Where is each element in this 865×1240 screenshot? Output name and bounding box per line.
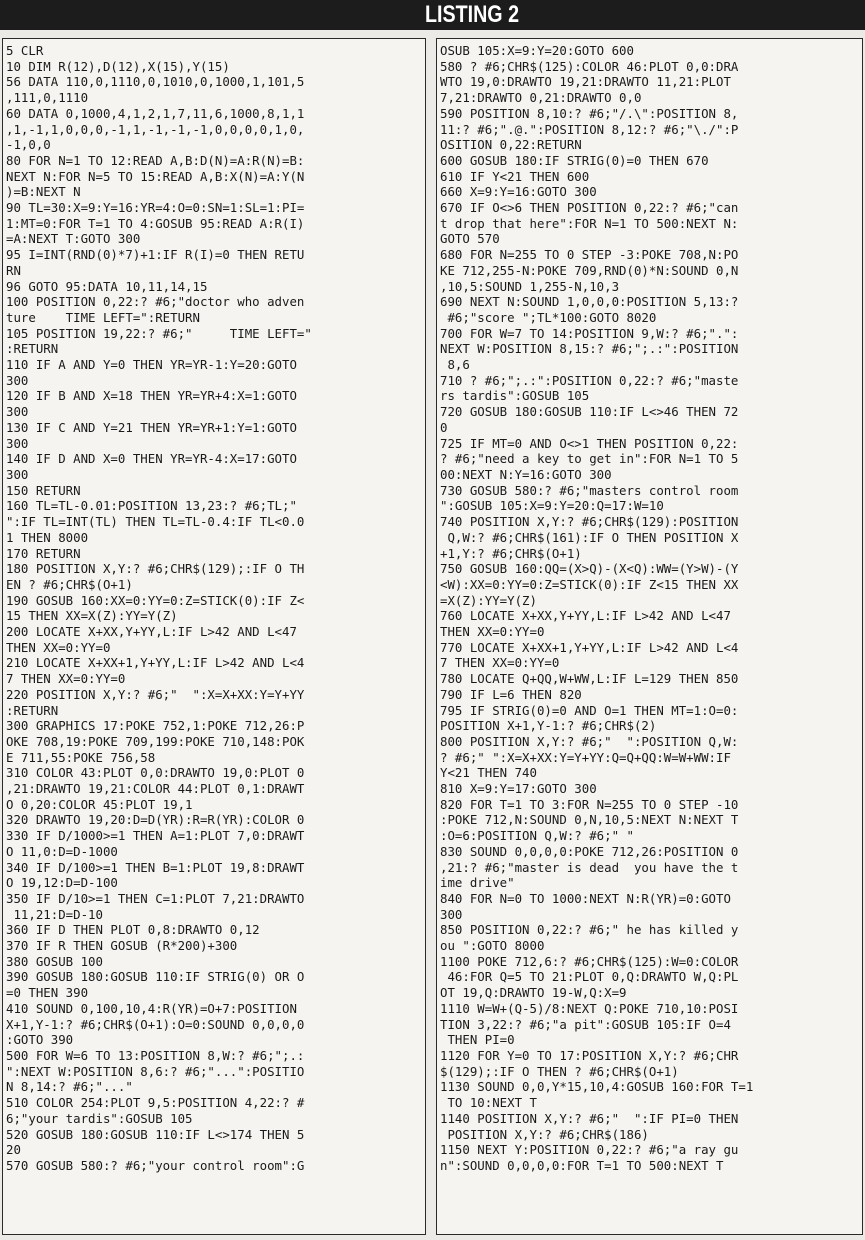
code-line: ,1,-1,1,0,0,0,-1,1,-1,-1,-1,0,0,0,0,1,0, xyxy=(6,121,305,137)
code-line: OSITION 0,22:RETURN xyxy=(440,137,582,153)
code-line: ,21:DRAWTO 19,21:COLOR 44:PLOT 0,1:DRAWT xyxy=(6,781,305,797)
code-line: ,111,0,1110 xyxy=(6,90,89,106)
code-line: 170 RETURN xyxy=(6,545,81,561)
code-line: 105 POSITION 19,22:? #6;" TIME LEFT=" xyxy=(6,325,312,341)
code-line: rs tardis":GOSUB 105 xyxy=(440,388,590,404)
code-line: 00:NEXT N:Y=16:GOTO 300 xyxy=(440,466,612,482)
listing-title: LISTING 2 xyxy=(411,1,532,29)
code-line: 1 THEN 8000 xyxy=(6,529,89,545)
code-line: 100 POSITION 0,22:? #6;"doctor who adven xyxy=(6,294,305,310)
code-line: 690 NEXT N:SOUND 1,0,0,0:POSITION 5,13:? xyxy=(440,294,739,310)
code-line: 7 THEN XX=0:YY=0 xyxy=(6,671,126,687)
code-line: 300 GRAPHICS 17:POKE 752,1:POKE 712,26:P xyxy=(6,718,305,734)
code-line: <W):XX=0:YY=0:Z=STICK(0):IF Z<15 THEN XX xyxy=(440,576,739,592)
code-line: 840 FOR N=0 TO 1000:NEXT N:R(YR)=0:GOTO xyxy=(440,890,731,906)
code-line: 210 LOCATE X+XX+1,Y+YY,L:IF L>42 AND L<4 xyxy=(6,655,305,671)
code-line: O 0,20:COLOR 45:PLOT 19,1 xyxy=(6,796,193,812)
code-line: 11,21:D=D-10 xyxy=(6,906,103,922)
code-line: 580 ? #6;CHR$(125):COLOR 46:PLOT 0,0:DRA xyxy=(440,58,739,74)
code-line: 60 DATA 0,1000,4,1,2,1,7,11,6,1000,8,1,1 xyxy=(6,105,305,121)
code-line: 300 xyxy=(6,372,29,388)
code-line: 300 xyxy=(6,466,29,482)
code-line: 300 xyxy=(6,404,29,420)
code-line: 130 IF C AND Y=21 THEN YR=YR+1:Y=1:GOTO xyxy=(6,419,297,435)
code-line: ,21:? #6;"master is dead you have the t xyxy=(440,859,739,875)
code-line: 96 GOTO 95:DATA 10,11,14,15 xyxy=(6,278,208,294)
code-line: =A:NEXT T:GOTO 300 xyxy=(6,231,141,247)
code-line: 1:MT=0:FOR T=1 TO 4:GOSUB 95:READ A:R(I) xyxy=(6,215,305,231)
code-line: 1110 W=W+(Q-5)/8:NEXT Q:POKE 710,10:POSI xyxy=(440,1000,739,1016)
code-line: 0 xyxy=(440,419,448,435)
code-line: Q,W:? #6;CHR$(161):IF O THEN POSITION X xyxy=(440,529,739,545)
code-line: THEN XX=0:YY=0 xyxy=(6,639,111,655)
code-line: THEN PI=0 xyxy=(440,1032,515,1048)
code-line: 600 GOSUB 180:IF STRIG(0)=0 THEN 670 xyxy=(440,152,709,168)
code-line: WTO 19,0:DRAWTO 19,21:DRAWTO 11,21:PLOT xyxy=(440,74,731,90)
code-line: 850 POSITION 0,22:? #6;" he has killed y xyxy=(440,922,739,938)
code-line: :O=6:POSITION Q,W:? #6;" " xyxy=(440,828,634,844)
code-line: ,10,5:SOUND 1,255-N,10,3 xyxy=(440,278,620,294)
code-line: 120 IF B AND X=18 THEN YR=YR+4:X=1:GOTO xyxy=(6,388,297,404)
code-line: 750 GOSUB 160:QQ=(X>Q)-(X<Q):WW=(Y>W)-(Y xyxy=(440,561,739,577)
code-line: 370 IF R THEN GOSUB (R*200)+300 xyxy=(6,938,238,954)
code-line: O 19,12:D=D-100 xyxy=(6,875,118,891)
code-line: 800 POSITION X,Y:? #6;" ":POSITION Q,W: xyxy=(440,733,739,749)
code-line: ? #6;" ":X=X+XX:Y=Y+YY:Q=Q+QQ:W=W+WW:IF xyxy=(440,749,731,765)
code-line: 390 GOSUB 180:GOSUB 110:IF STRIG(0) OR O xyxy=(6,969,305,985)
code-line: 340 IF D/100>=1 THEN B=1:PLOT 19,8:DRAWT xyxy=(6,859,305,875)
code-line: 310 COLOR 43:PLOT 0,0:DRAWTO 19,0:PLOT 0 xyxy=(6,765,305,781)
code-line: 1100 POKE 712,6:? #6;CHR$(125):W=0:COLOR xyxy=(440,953,739,969)
code-line: 10 DIM R(12),D(12),X(15),Y(15) xyxy=(6,58,230,74)
code-line: -1,0,0 xyxy=(6,137,51,153)
code-line: 150 RETURN xyxy=(6,482,81,498)
code-line: 770 LOCATE X+XX+1,Y+YY,L:IF L>42 AND L<4 xyxy=(440,639,739,655)
code-line: #6;"score ";TL*100:GOTO 8020 xyxy=(440,309,657,325)
code-line: OKE 708,19:POKE 709,199:POKE 710,148:POK xyxy=(6,733,305,749)
code-line: 410 SOUND 0,100,10,4:R(YR)=O+7:POSITION xyxy=(6,1000,297,1016)
code-line: EN ? #6;CHR$(O+1) xyxy=(6,576,133,592)
code-line: 795 IF STRIG(0)=0 AND O=1 THEN MT=1:O=0: xyxy=(440,702,739,718)
code-line: 350 IF D/10>=1 THEN C=1:PLOT 7,21:DRAWTO xyxy=(6,890,305,906)
code-line: 1120 FOR Y=0 TO 17:POSITION X,Y:? #6;CHR xyxy=(440,1048,739,1063)
code-line: 200 LOCATE X+XX,Y+YY,L:IF L>42 AND L<47 xyxy=(6,624,297,640)
code-line: 20 xyxy=(6,1142,21,1158)
code-line: 300 xyxy=(440,906,463,922)
code-line: ":IF TL=INT(TL) THEN TL=TL-0.4:IF TL<0.0 xyxy=(6,514,305,530)
code-line: 15 THEN XX=X(Z):YY=Y(Z) xyxy=(6,608,178,624)
code-line: TO 10:NEXT T xyxy=(440,1095,537,1111)
code-line: 1150 NEXT Y:POSITION 0,22:? #6;"a ray gu xyxy=(440,1142,739,1158)
code-line: 300 xyxy=(6,435,29,451)
code-line: )=B:NEXT N xyxy=(6,184,81,200)
code-line: NEXT W:POSITION 8,15:? #6;";.:":POSITION xyxy=(440,341,739,357)
code-line: 500 FOR W=6 TO 13:POSITION 8,W:? #6;";.: xyxy=(6,1048,305,1063)
code-line: THEN XX=0:YY=0 xyxy=(440,624,545,640)
code-line: 330 IF D/1000>=1 THEN A=1:PLOT 7,0:DRAWT xyxy=(6,828,305,844)
code-line: RN xyxy=(6,262,21,278)
code-line: 7 THEN XX=0:YY=0 xyxy=(440,655,560,671)
code-line: 700 FOR W=7 TO 14:POSITION 9,W:? #6;".": xyxy=(440,325,739,341)
code-line: 80 FOR N=1 TO 12:READ A,B:D(N)=A:R(N)=B: xyxy=(6,152,305,168)
code-line: E 711,55:POKE 756,58 xyxy=(6,749,156,765)
code-line: TION 3,22:? #6;"a pit":GOSUB 105:IF O=4 xyxy=(440,1016,731,1032)
code-line: 1130 SOUND 0,0,Y*15,10,4:GOSUB 160:FOR T=1 xyxy=(440,1079,754,1095)
code-line: 725 IF MT=0 AND O<>1 THEN POSITION 0,22: xyxy=(440,435,739,451)
code-line: =X(Z):YY=Y(Z) xyxy=(440,592,537,608)
code-line: 5 CLR xyxy=(6,43,44,58)
code-line: 220 POSITION X,Y:? #6;" ":X=X+XX:Y=Y+YY xyxy=(6,686,305,702)
code-line: 95 I=INT(RND(0)*7)+1:IF R(I)=0 THEN RETU xyxy=(6,247,305,263)
code-line: 180 POSITION X,Y:? #6;CHR$(129);:IF O TH xyxy=(6,561,305,577)
code-line: 820 FOR T=1 TO 3:FOR N=255 TO 0 STEP -10 xyxy=(440,796,739,812)
code-line: 570 GOSUB 580:? #6;"your control room":G xyxy=(6,1157,305,1173)
code-line: POSITION X,Y:? #6;CHR$(186) xyxy=(440,1126,649,1142)
code-line: ":GOSUB 105:X=9:Y=20:Q=17:W=10 xyxy=(440,498,664,514)
code-line: Y<21 THEN 740 xyxy=(440,765,537,781)
code-line: :RETURN xyxy=(6,702,59,718)
code-line: O 11,0:D=D-1000 xyxy=(6,843,118,859)
code-line: N 8,14:? #6;"..." xyxy=(6,1079,133,1095)
code-line: KE 712,255-N:POKE 709,RND(0)*N:SOUND 0,N xyxy=(440,262,739,278)
code-line: 670 IF O<>6 THEN POSITION 0,22:? #6;"can xyxy=(440,200,739,216)
code-line: 110 IF A AND Y=0 THEN YR=YR-1:Y=20:GOTO xyxy=(6,357,297,373)
code-line: 780 LOCATE Q+QQ,W+WW,L:IF L=129 THEN 850 xyxy=(440,671,739,687)
code-line: ":NEXT W:POSITION 8,6:? #6;"...":POSITIO xyxy=(6,1063,305,1079)
code-line: OSUB 105:X=9:Y=20:GOTO 600 xyxy=(440,43,634,58)
code-line: ture TIME LEFT=":RETURN xyxy=(6,309,200,325)
code-line: $(129);:IF O THEN ? #6;CHR$(O+1) xyxy=(440,1063,679,1079)
code-line: 520 GOSUB 180:GOSUB 110:IF L<>174 THEN 5 xyxy=(6,1126,305,1142)
code-line: X+1,Y-1:? #6;CHR$(O+1):O=0:SOUND 0,0,0,0 xyxy=(6,1016,305,1032)
code-line: OT 19,Q:DRAWTO 19-W,Q:X=9 xyxy=(440,985,627,1001)
code-line: 140 IF D AND X=0 THEN YR=YR-4:X=17:GOTO xyxy=(6,451,297,467)
code-line: 56 DATA 110,0,1110,0,1010,0,1000,1,101,5 xyxy=(6,74,305,90)
code-line: 810 X=9:Y=17:GOTO 300 xyxy=(440,781,597,797)
code-line: 510 COLOR 254:PLOT 9,5:POSITION 4,22:? # xyxy=(6,1095,305,1111)
code-line: :POKE 712,N:SOUND 0,N,10,5:NEXT N:NEXT T xyxy=(440,812,739,828)
code-line: 8,6 xyxy=(440,357,470,373)
code-block-right xyxy=(437,39,862,1174)
code-line: t drop that here":FOR N=1 TO 500:NEXT N: xyxy=(440,215,739,231)
code-line: 660 X=9:Y=16:GOTO 300 xyxy=(440,184,597,200)
code-line: 7,21:DRAWTO 0,21:DRAWTO 0,0 xyxy=(440,90,642,106)
code-line: 680 FOR N=255 TO 0 STEP -3:POKE 708,N:PO xyxy=(440,247,739,263)
code-line: 830 SOUND 0,0,0,0:POKE 712,26:POSITION 0 xyxy=(440,843,739,859)
code-line: 160 TL=TL-0.01:POSITION 13,23:? #6;TL;" xyxy=(6,498,297,514)
code-line: 320 DRAWTO 19,20:D=D(YR):R=R(YR):COLOR 0 xyxy=(6,812,305,828)
code-line: =0 THEN 390 xyxy=(6,985,89,1001)
code-line: 710 ? #6;";.:":POSITION 0,22:? #6;"maste xyxy=(440,372,739,388)
code-line: 610 IF Y<21 THEN 600 xyxy=(440,168,590,184)
code-line: ou ":GOTO 8000 xyxy=(440,938,545,954)
code-line: 720 GOSUB 180:GOSUB 110:IF L<>46 THEN 72 xyxy=(440,404,739,420)
code-line: :RETURN xyxy=(6,341,59,357)
code-line: 740 POSITION X,Y:? #6;CHR$(129):POSITION xyxy=(440,514,739,530)
code-line: :GOTO 390 xyxy=(6,1032,74,1048)
listing-column-left xyxy=(2,38,426,1235)
code-line: +1,Y:? #6;CHR$(O+1) xyxy=(440,545,582,561)
code-line: 11:? #6;".@.":POSITION 8,12:? #6;"\./":P xyxy=(440,121,739,137)
code-line: n":SOUND 0,0,0,0:FOR T=1 TO 500:NEXT T xyxy=(440,1157,724,1173)
code-line: 360 IF D THEN PLOT 0,8:DRAWTO 0,12 xyxy=(6,922,260,938)
code-line: 730 GOSUB 580:? #6;"masters control room xyxy=(440,482,739,498)
code-line: 590 POSITION 8,10:? #6;"/.\":POSITION 8, xyxy=(440,105,739,121)
code-line: 190 GOSUB 160:XX=0:YY=0:Z=STICK(0):IF Z< xyxy=(6,592,305,608)
code-line: GOTO 570 xyxy=(440,231,500,247)
listing-column-right xyxy=(436,38,863,1235)
code-line: 46:FOR Q=5 TO 21:PLOT 0,Q:DRAWTO W,Q:PL xyxy=(440,969,739,985)
code-line: POSITION X+1,Y-1:? #6;CHR$(2) xyxy=(440,718,657,734)
code-line: ime drive" xyxy=(440,875,515,891)
code-line: 790 IF L=6 THEN 820 xyxy=(440,686,582,702)
code-block-left xyxy=(3,39,425,1174)
code-line: 90 TL=30:X=9:Y=16:YR=4:O=0:SN=1:SL=1:PI= xyxy=(6,200,305,216)
code-line: 1140 POSITION X,Y:? #6;" ":IF PI=0 THEN xyxy=(440,1110,739,1126)
code-line: 380 GOSUB 100 xyxy=(6,953,103,969)
code-line: NEXT N:FOR N=5 TO 15:READ A,B:X(N)=A:Y(N xyxy=(6,168,305,184)
header-bar xyxy=(0,0,865,30)
code-line: 760 LOCATE X+XX,Y+YY,L:IF L>42 AND L<47 xyxy=(440,608,731,624)
code-line: ? #6;"need a key to get in":FOR N=1 TO 5 xyxy=(440,451,739,467)
code-line: 6;"your tardis":GOSUB 105 xyxy=(6,1110,193,1126)
